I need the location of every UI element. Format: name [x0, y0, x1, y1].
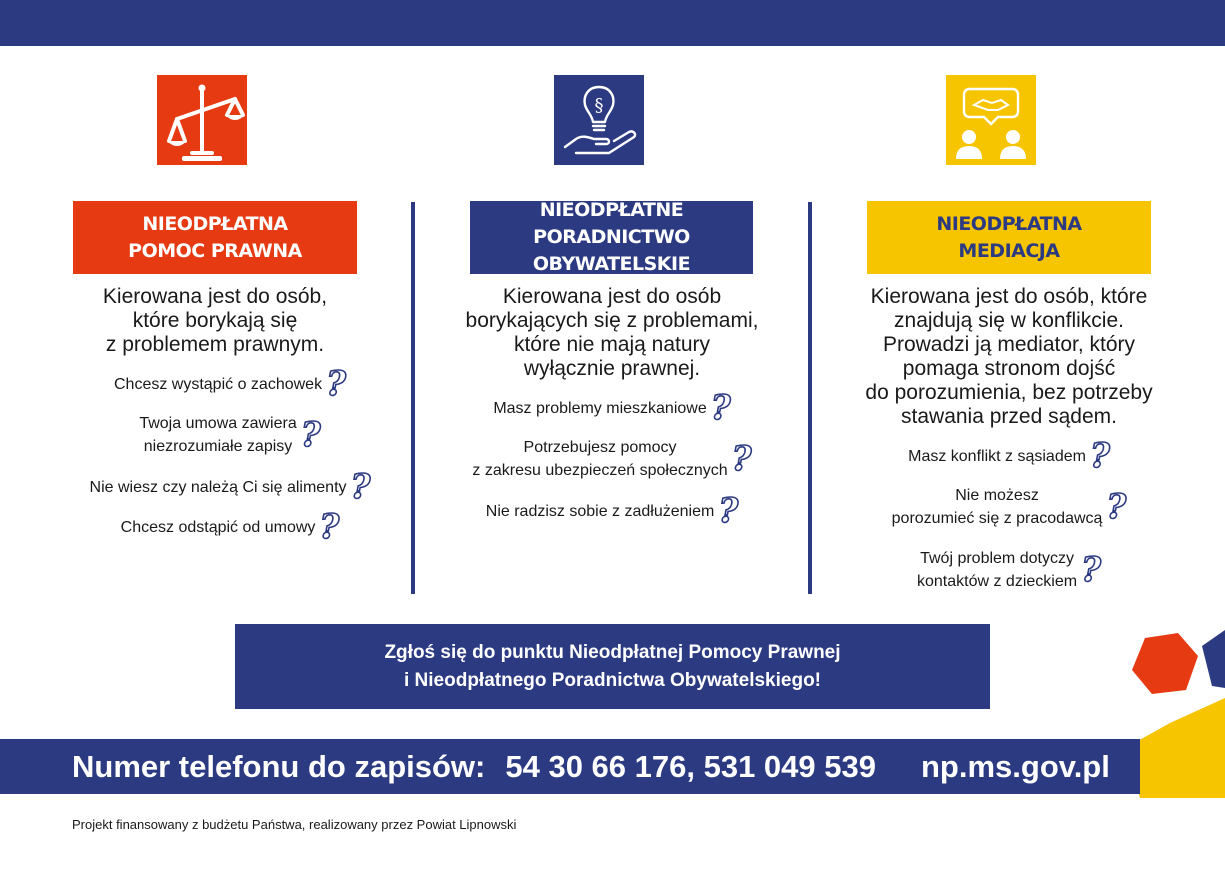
lead-line: które borykają się: [132, 309, 298, 332]
question-item: [440, 435, 784, 483]
question-line: Masz problemy mieszkaniowe: [493, 399, 707, 417]
question-line: Twoja umowa zawiera: [139, 415, 297, 432]
question-text: [90, 476, 347, 499]
question-line: Potrzebujesz pomocy: [523, 439, 677, 456]
cta-line: i Nieodpłatnego Poradnictwa Obywatelskiego!: [403, 669, 822, 691]
question-line: Nie radzisz sobie z zadłużeniem: [485, 502, 715, 520]
column-divider: [808, 202, 812, 594]
question-text: [486, 500, 715, 523]
question-item: [845, 483, 1173, 531]
heading-free-legal-aid: [73, 201, 357, 274]
question-line: porozumieć się z pracodawcą: [891, 510, 1103, 527]
question-text: [114, 373, 322, 396]
question-line: Nie wiesz czy należą Ci się alimenty: [89, 478, 347, 496]
phone-numbers[interactable]: 54 30 66 176, 531 049 539: [505, 748, 876, 784]
lead-text-civic: [440, 285, 784, 381]
mediation-people-icon: [946, 75, 1036, 165]
cta-line: Zgłoś się do punktu Nieodpłatnej Pomocy Prawnej: [384, 641, 841, 663]
question-mark-icon: ?: [731, 439, 752, 479]
heading-line: POMOC PRAWNA: [128, 239, 302, 262]
question-line: niezrozumiałe zapisy: [143, 438, 293, 455]
lightbulb-hand-icon: [554, 75, 644, 165]
column-divider: [411, 202, 415, 594]
lead-line: Kierowana jest do osób, które: [870, 285, 1148, 308]
question-line: Twój problem dotyczy: [920, 550, 1074, 567]
heading-line: NIEODPŁATNA: [142, 212, 288, 235]
top-banner: [0, 0, 1225, 46]
lead-line: borykających się z problemami,: [465, 309, 759, 332]
call-to-action-banner: [235, 624, 990, 709]
question-mark-icon: ?: [300, 415, 321, 455]
question-item: [52, 469, 408, 505]
lead-line: wyłącznie prawnej.: [523, 357, 701, 380]
question-text: [139, 412, 296, 458]
heading-line: NIEODPŁATNA: [936, 212, 1082, 235]
heading-civic-counselling: [470, 201, 753, 274]
question-mark-icon: ?: [1106, 487, 1127, 527]
question-item: [845, 438, 1173, 474]
question-line: Chcesz wystąpić o zachowek: [113, 375, 323, 393]
question-mark-icon: ?: [1081, 550, 1101, 590]
lead-line: Kierowana jest do osób: [502, 285, 722, 308]
lead-line: do porozumienia, bez potrzeby: [865, 381, 1153, 404]
question-item: [60, 366, 400, 402]
lead-line: z problemem prawnym.: [105, 333, 325, 356]
question-item: [845, 546, 1173, 594]
question-item: [60, 509, 400, 545]
question-text: [908, 445, 1086, 468]
lead-line: stawania przed sądem.: [901, 405, 1117, 428]
question-line: Nie możesz: [955, 487, 1039, 504]
question-mark-icon: ?: [1089, 436, 1110, 476]
question-text: [493, 397, 706, 420]
question-text: [121, 516, 316, 539]
question-item: [440, 390, 784, 426]
heading-mediation: [867, 201, 1151, 274]
question-text: [472, 436, 727, 482]
question-line: Chcesz odstąpić od umowy: [120, 518, 316, 536]
question-line: z zakresu ubezpieczeń społecznych: [472, 462, 728, 479]
phone-label: Numer telefonu do zapisów:: [72, 748, 486, 784]
question-mark-icon: ?: [710, 388, 731, 428]
heading-line: MEDIACJA: [958, 239, 1060, 262]
phone-bar: [0, 739, 1140, 794]
heading-line: PORADNICTWO OBYWATELSKIE: [532, 226, 691, 275]
lead-text-legal-aid: [73, 285, 357, 357]
lead-text-mediation: [845, 285, 1173, 429]
question-text: [892, 484, 1103, 530]
scales-icon: [157, 75, 247, 165]
question-item: [440, 493, 784, 529]
heading-line: NIEODPŁATNE: [539, 199, 684, 221]
lead-line: Kierowana jest do osób,: [102, 285, 328, 308]
question-mark-icon: ?: [319, 507, 340, 547]
lead-line: znajdują się w konflikcie.: [894, 309, 1124, 332]
question-item: [60, 411, 400, 459]
question-mark-icon: ?: [350, 467, 371, 507]
question-mark-icon: ?: [326, 364, 346, 404]
svg-text:§: §: [594, 95, 604, 116]
lead-line: które nie mają natury: [513, 333, 711, 356]
funding-note: Projekt finansowany z budżetu Państwa, realizowany przez Powiat Lipnowski: [72, 817, 517, 832]
website-link[interactable]: np.ms.gov.pl: [920, 748, 1110, 784]
question-mark-icon: ?: [718, 491, 739, 531]
question-line: Masz konflikt z sąsiadem: [908, 447, 1086, 465]
question-text: [917, 547, 1077, 593]
lead-line: pomaga stronom dojść: [902, 357, 1116, 380]
question-line: kontaktów z dzieckiem: [917, 573, 1078, 590]
lead-line: Prowadzi ją mediator, który: [882, 333, 1136, 356]
